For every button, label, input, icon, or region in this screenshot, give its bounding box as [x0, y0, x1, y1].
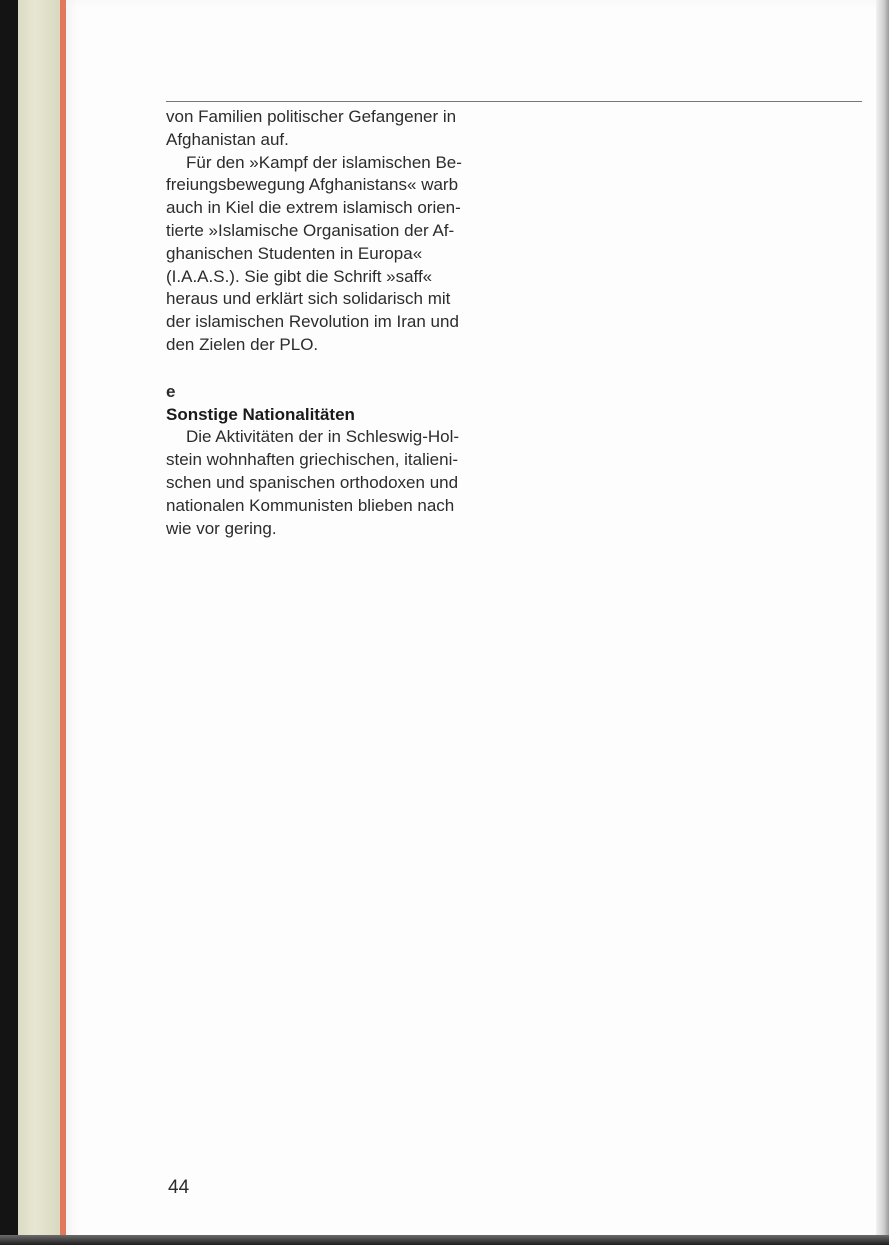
scan-right-edge	[876, 0, 889, 1245]
paragraph-1	[166, 106, 496, 152]
scan-binding-shadow	[0, 0, 18, 1245]
text-line: wie vor gering.	[166, 518, 277, 538]
text-line: tierte »Islamische Organisation der Af-	[166, 220, 455, 240]
scan-bottom-edge	[0, 1235, 889, 1245]
scan-page-stack	[18, 0, 60, 1245]
text-line: stein wohnhaften griechischen, italieni-	[166, 450, 459, 470]
text-line: Für den »Kampf der islamischen Be-	[186, 152, 462, 172]
section-letter: e	[166, 381, 176, 401]
text-line: Die Aktivitäten der in Schleswig-Hol-	[186, 427, 460, 447]
text-line: auch in Kiel die extrem islamisch orien-	[166, 198, 461, 218]
paragraph-2	[166, 152, 496, 357]
text-line: nationalen Kommunisten blieben nach	[166, 495, 455, 515]
header-rule	[166, 101, 862, 102]
text-line: schen und spanischen orthodoxen und	[166, 472, 459, 492]
text-line: ghanischen Studenten in Europa«	[166, 243, 423, 263]
text-column	[166, 106, 496, 540]
text-line: Afghanistan auf.	[166, 129, 289, 149]
section-heading: Sonstige Nationalitäten	[166, 404, 355, 424]
paragraph-3	[166, 426, 496, 540]
text-line: der islamischen Revolution im Iran und	[166, 312, 459, 332]
text-line: freiungsbewegung Afghanistans« warb	[166, 175, 459, 195]
text-line: von Familien politischer Gefangener in	[166, 107, 457, 126]
page-number: 44	[168, 1177, 190, 1198]
text-line: (I.A.A.S.). Sie gibt die Schrift »saff«	[166, 266, 433, 286]
text-line: den Zielen der PLO.	[166, 334, 319, 354]
text-line: heraus und erklärt sich solidarisch mit	[166, 289, 451, 309]
